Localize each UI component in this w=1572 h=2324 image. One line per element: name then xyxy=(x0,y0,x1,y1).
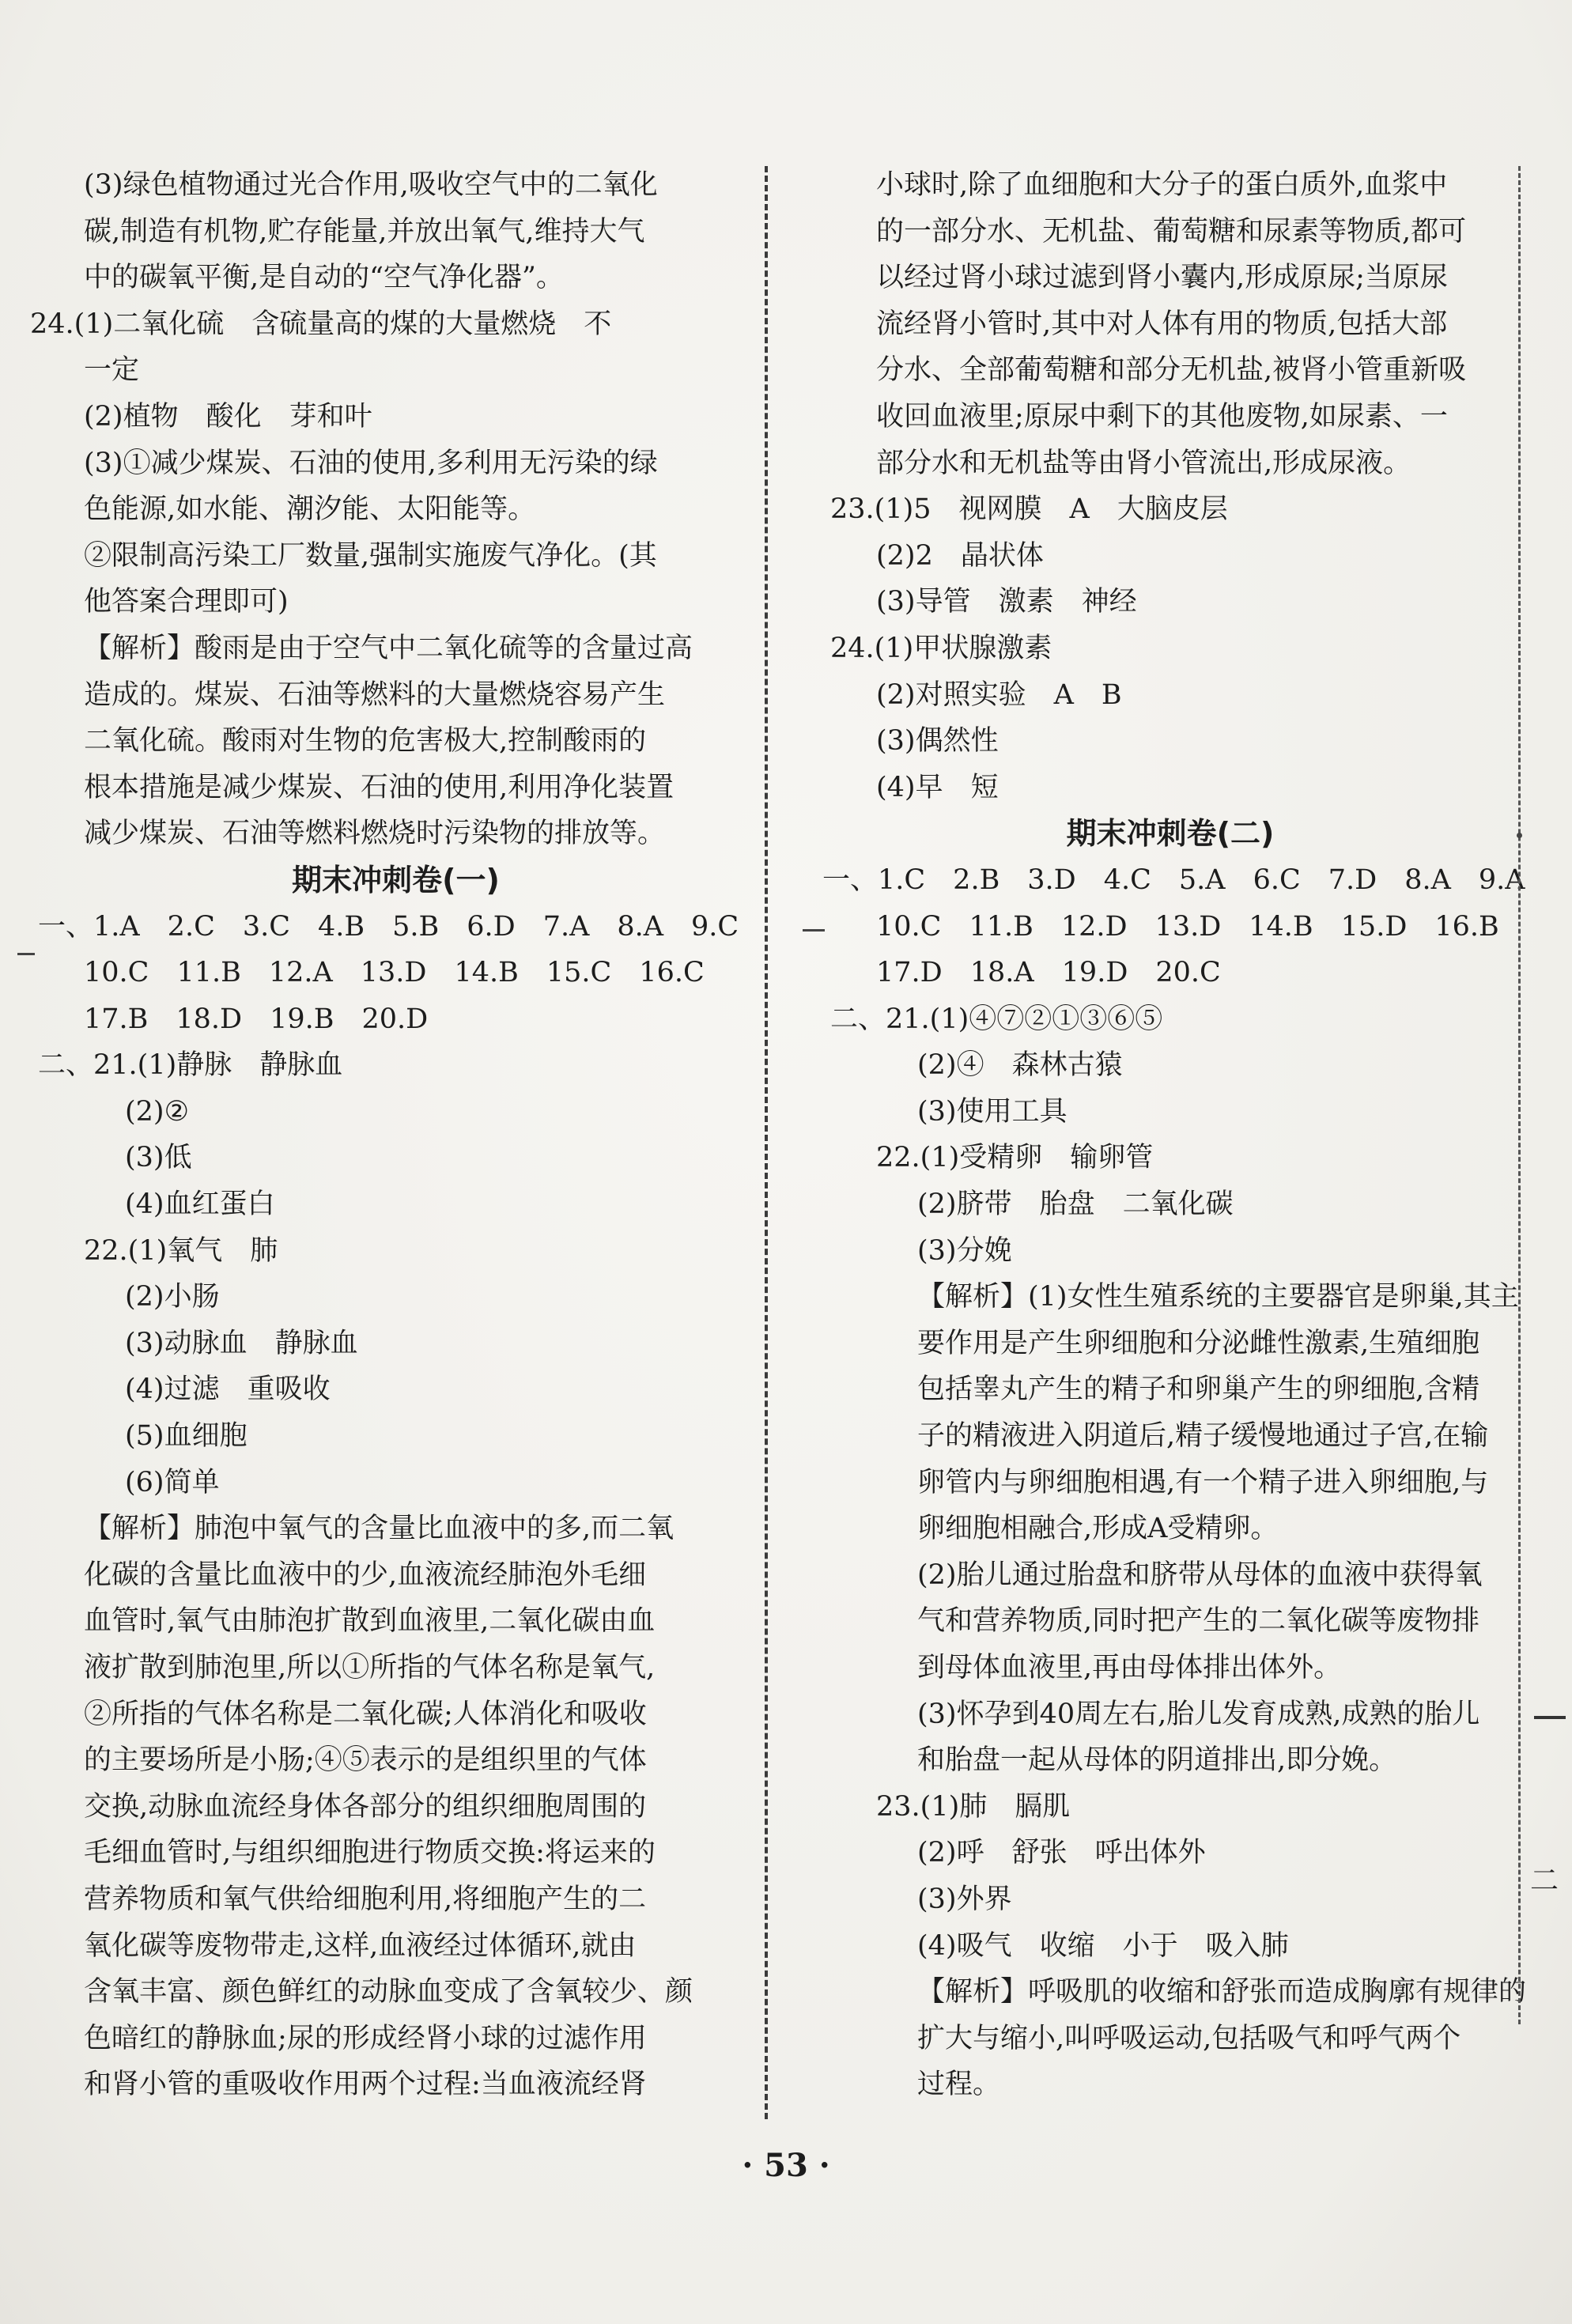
text-line: 一、1.A 2.C 3.C 4.B 5.B 6.D 7.A 8.A 9.C xyxy=(38,910,739,943)
text-line: 交换,动脉血流经身体各部分的组织细胞周围的 xyxy=(84,1790,647,1823)
text-line: 分水、全部葡萄糖和部分无机盐,被肾小管重新吸 xyxy=(876,354,1467,387)
text-line: (3)动脉血 静脉血 xyxy=(125,1327,358,1359)
text-line: 和胎盘一起从母体的阴道排出,即分娩。 xyxy=(917,1744,1397,1777)
text-line: 过程。 xyxy=(917,2069,1001,2101)
text-line: (3)绿色植物通过光合作用,吸收空气中的二氧化 xyxy=(84,169,658,201)
text-line: 的主要场所是小肠;④⑤表示的是组织里的气体 xyxy=(84,1744,647,1777)
text-line: (3)外界 xyxy=(917,1883,1012,1915)
text-line: 二氧化硫。酸雨对生物的危害极大,控制酸雨的 xyxy=(84,725,647,758)
text-line: 10.C 11.B 12.D 13.D 14.B 15.D 16.B xyxy=(876,910,1499,943)
column-divider xyxy=(765,166,768,2119)
margin-dash xyxy=(1534,1716,1566,1719)
text-line: (3)导管 激素 神经 xyxy=(876,586,1137,618)
text-line: (3)偶然性 xyxy=(876,725,999,758)
text-line: (2)④ 森林古猿 xyxy=(917,1049,1123,1082)
margin-mark: 二 xyxy=(1530,1865,1559,1897)
text-line: 到母体血液里,再由母体排出体外。 xyxy=(917,1652,1342,1683)
text-line: 17.D 18.A 19.D 20.C xyxy=(876,957,1221,989)
text-line: 化碳的含量比血液中的少,血液流经肺泡外毛细 xyxy=(84,1559,647,1591)
right-column xyxy=(822,162,1527,2108)
left-column xyxy=(30,162,754,2108)
text-line: 22.(1)氧气 肺 xyxy=(84,1234,278,1267)
text-line: (2)对照实验 A B xyxy=(876,678,1122,711)
text-line: 23.(1)5 视网膜 A 大脑皮层 xyxy=(830,493,1228,526)
text-line: 一、1.C 2.B 3.D 4.C 5.A 6.C 7.D 8.A 9.A xyxy=(822,863,1525,896)
text-line: 子的精液进入阴道后,精子缓慢地通过子宫,在输 xyxy=(917,1420,1489,1453)
text-line: 包括睾丸产生的精子和卵巢产生的卵细胞,含精 xyxy=(917,1374,1480,1406)
text-line: 气和营养物质,同时把产生的二氧化碳等废物排 xyxy=(917,1605,1480,1638)
section-heading: 期末冲刺卷(一) xyxy=(292,862,500,897)
text-line: ②限制高污染工厂数量,强制实施废气净化。(其 xyxy=(84,539,657,572)
text-line: 卵管内与卵细胞相遇,有一个精子进入卵细胞,与 xyxy=(917,1466,1489,1498)
text-line: 一定 xyxy=(84,354,140,387)
text-line: 色暗红的静脉血;尿的形成经肾小球的过滤作用 xyxy=(84,2022,647,2054)
text-line: (2)呼 舒张 呼出体外 xyxy=(917,1837,1206,1869)
section-heading: 期末冲刺卷(二) xyxy=(1066,816,1275,852)
text-line: 二、21.(1)静脉 静脉血 xyxy=(38,1049,343,1082)
text-line: (3)低 xyxy=(125,1142,192,1174)
text-line: 和肾小管的重吸收作用两个过程:当血液流经肾 xyxy=(84,2069,647,2101)
text-line: 【解析】肺泡中氧气的含量比血液中的多,而二氧 xyxy=(84,1513,675,1545)
text-line: (2)胎儿通过胎盘和脐带从母体的血液中获得氧 xyxy=(917,1559,1483,1591)
text-line: (4)吸气 收缩 小于 吸入肺 xyxy=(917,1929,1289,1962)
text-line: 毛细血管时,与组织细胞进行物质交换:将运来的 xyxy=(84,1837,656,1869)
text-line: 10.C 11.B 12.A 13.D 14.B 15.C 16.C xyxy=(84,957,705,989)
text-line: 小球时,除了血细胞和大分子的蛋白质外,血浆中 xyxy=(876,169,1448,201)
text-line: 氧化碳等废物带走,这样,血液经过体循环,就由 xyxy=(84,1929,637,1962)
text-line: 根本措施是减少煤炭、石油的使用,利用净化装置 xyxy=(84,771,675,803)
text-line: (3)①减少煤炭、石油的使用,多利用无污染的绿 xyxy=(84,447,658,479)
text-line: 【解析】酸雨是由于空气中二氧化硫等的含量过高 xyxy=(84,632,693,664)
text-line: 血管时,氧气由肺泡扩散到血液里,二氧化碳由血 xyxy=(84,1605,656,1638)
text-line: (2)脐带 胎盘 二氧化碳 xyxy=(917,1188,1234,1221)
text-line: 24.(1)二氧化硫 含硫量高的煤的大量燃烧 不 xyxy=(30,308,612,340)
text-line: 部分水和无机盐等由肾小管流出,形成尿液。 xyxy=(876,447,1411,479)
text-line: (3)分娩 xyxy=(917,1234,1012,1267)
text-line: 的一部分水、无机盐、葡萄糖和尿素等物质,都可 xyxy=(876,215,1467,248)
text-line: (3)使用工具 xyxy=(917,1095,1068,1128)
text-line: 营养物质和氧气供给细胞利用,将细胞产生的二 xyxy=(84,1883,647,1915)
text-line: 减少煤炭、石油等燃料燃烧时污染物的排放等。 xyxy=(84,818,666,850)
text-line: 收回血液里;原尿中剩下的其他废物,如尿素、一 xyxy=(876,400,1448,433)
text-line: 22.(1)受精卵 输卵管 xyxy=(876,1142,1154,1174)
text-line: (2)2 晶状体 xyxy=(876,539,1044,572)
text-line: 中的碳氧平衡,是自动的“空气净化器”。 xyxy=(84,262,564,294)
text-line: 二、21.(1)④⑦②①③⑥⑤ xyxy=(830,1003,1163,1035)
text-line: 【解析】(1)女性生殖系统的主要器官是卵巢,其主 xyxy=(917,1281,1519,1313)
text-line: 他答案合理即可) xyxy=(84,586,289,618)
right-edge-dashed-line xyxy=(1518,166,1521,2024)
page-number: · 53 · xyxy=(742,2147,830,2184)
text-line: 24.(1)甲状腺激素 xyxy=(830,632,1052,664)
text-line: (2)植物 酸化 芽和叶 xyxy=(84,400,372,433)
text-line: 23.(1)肺 膈肌 xyxy=(876,1790,1071,1823)
text-line: (6)简单 xyxy=(125,1466,220,1498)
text-line: 碳,制造有机物,贮存能量,并放出氧气,维持大气 xyxy=(84,215,645,248)
margin-tick-right xyxy=(803,929,825,931)
text-line: (4)过滤 重吸收 xyxy=(125,1374,331,1406)
text-line: 扩大与缩小,叫呼吸运动,包括吸气和呼气两个 xyxy=(917,2022,1461,2054)
text-line: 卵细胞相融合,形成A受精卵。 xyxy=(917,1513,1279,1545)
text-line: 【解析】呼吸肌的收缩和舒张而造成胸廓有规律的 xyxy=(917,1976,1527,2008)
text-line: 色能源,如水能、潮汐能、太阳能等。 xyxy=(84,493,536,526)
text-line: 液扩散到肺泡里,所以①所指的气体名称是氧气, xyxy=(84,1652,656,1683)
text-line: (2)② xyxy=(125,1095,189,1128)
text-line: 流经肾小管时,其中对人体有用的物质,包括大部 xyxy=(876,308,1448,340)
text-line: 含氧丰富、颜色鲜红的动脉血变成了含氧较少、颜 xyxy=(84,1976,693,2008)
text-line: ②所指的气体名称是二氧化碳;人体消化和吸收 xyxy=(84,1698,647,1730)
text-line: (5)血细胞 xyxy=(125,1420,248,1453)
text-line: (3)怀孕到40周左右,胎儿发育成熟,成熟的胎儿 xyxy=(917,1698,1480,1730)
text-line: 17.B 18.D 19.B 20.D xyxy=(84,1003,429,1035)
text-line: 造成的。煤炭、石油等燃料的大量燃烧容易产生 xyxy=(84,678,666,711)
text-line: 要作用是产生卵细胞和分泌雌性激素,生殖细胞 xyxy=(917,1327,1480,1359)
text-line: (2)小肠 xyxy=(125,1281,220,1313)
margin-dot xyxy=(1517,833,1522,838)
text-line: (4)早 短 xyxy=(876,771,999,803)
margin-tick-left xyxy=(17,953,35,955)
text-line: 以经过肾小球过滤到肾小囊内,形成原尿;当原尿 xyxy=(876,262,1448,294)
text-line: (4)血红蛋白 xyxy=(125,1188,275,1221)
